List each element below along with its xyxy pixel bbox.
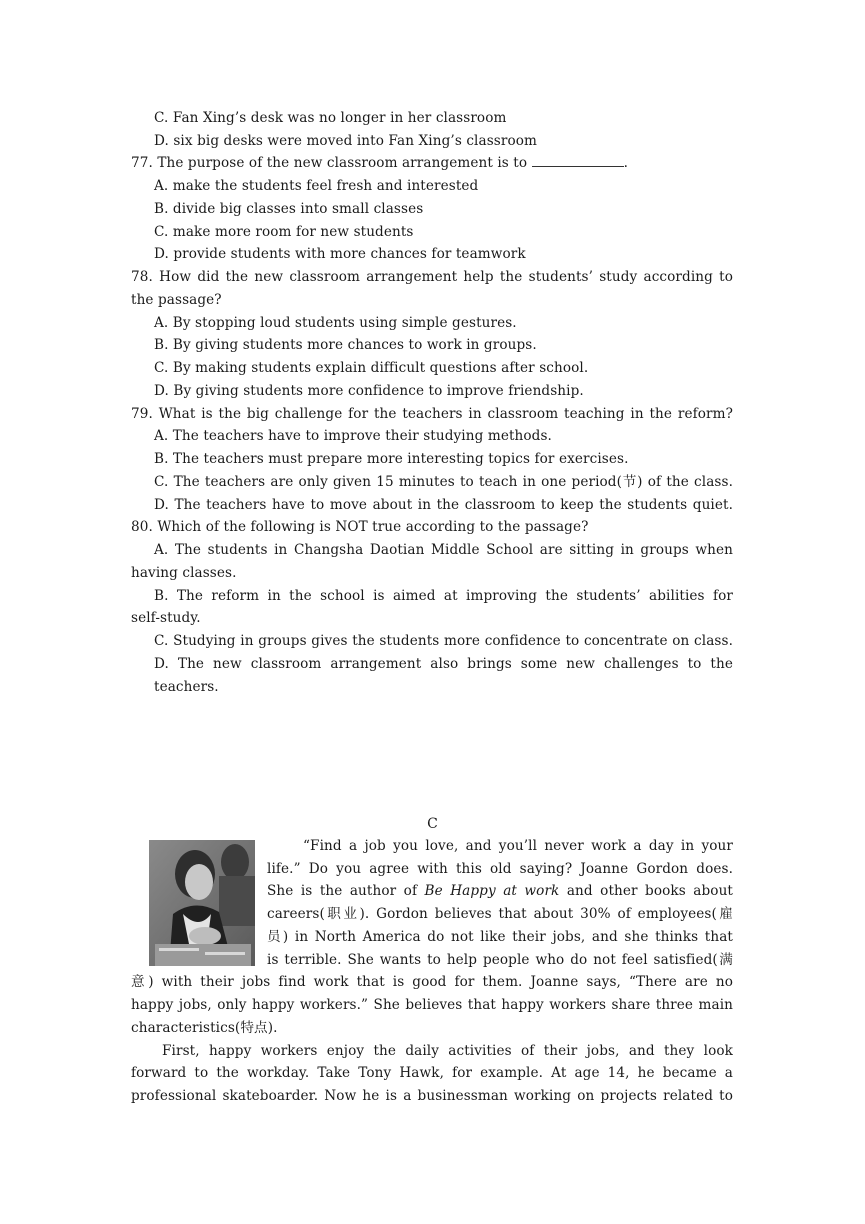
para2-line2: forward to the workday. Take Tony Hawk, for example. At age 14, he became a <box>131 1065 733 1081</box>
q79-option-c: C. The teachers are only given 15 minutes to teach in one period(节) of the class. <box>154 474 733 490</box>
para2-line1: First, happy workers enjoy the daily activities of their jobs, and they look <box>162 1043 733 1059</box>
q77-stem <box>131 152 733 175</box>
para1-line5: 员) in North America do not like their jobs, and she thinks that <box>267 929 733 945</box>
q77-option-c: C. make more room for new students <box>154 224 414 240</box>
para1-line3-a: She is the author of <box>267 883 418 899</box>
answer-blank <box>532 154 624 167</box>
q79-stem: 79. What is the big challenge for the teachers in classroom teaching in the reform? <box>131 406 733 422</box>
q78-stem-line2: the passage? <box>131 292 222 308</box>
book-title: Be Happy at work <box>424 883 560 899</box>
q77-stem-end: . <box>623 155 628 171</box>
q77-option-a: A. make the students feel fresh and interested <box>154 178 479 194</box>
q77-option-d: D. provide students with more chances for teamwork <box>154 246 526 262</box>
para1-line2: life.” Do you agree with this old saying? Joanne Gordon does. <box>267 861 733 877</box>
q79-option-a: A. The teachers have to improve their studying methods. <box>154 428 552 444</box>
q80-option-b-line2: self-study. <box>131 610 201 626</box>
q80-option-c: C. Studying in groups gives the students more confidence to concentrate on class. <box>154 633 733 649</box>
q80-option-a-line2: having classes. <box>131 565 237 581</box>
para1-line6: is terrible. She wants to help people who do not feel satisfied(满 <box>267 952 733 968</box>
q80-option-a-line1: A. The students in Changsha Daotian Middle School are sitting in groups when <box>154 542 733 558</box>
section-heading: C <box>427 816 438 832</box>
q78-option-d: D. By giving students more confidence to improve friendship. <box>154 383 584 399</box>
q80-option-d: D. The new classroom arrangement also brings some new challenges to the teachers. <box>154 656 733 695</box>
q80-stem: 80. Which of the following is NOT true according to the passage? <box>131 519 589 535</box>
q76-option-c: C. Fan Xing’s desk was no longer in her classroom <box>154 110 507 126</box>
para2-line3: professional skateboarder. Now he is a businessman working on projects related to <box>131 1088 733 1104</box>
q78-stem-line1: 78. How did the new classroom arrangement help the students’ study according to <box>131 269 733 285</box>
q76-option-d: D. six big desks were moved into Fan Xing’s classroom <box>154 133 537 149</box>
para1-line1: “Find a job you love, and you’ll never work a day in your <box>303 838 733 854</box>
para1-line3 <box>267 880 733 903</box>
para1-line4: careers(职业). Gordon believes that about 30% of employees(雇 <box>267 906 733 922</box>
q79-option-b: B. The teachers must prepare more interesting topics for exercises. <box>154 451 629 467</box>
para1-line7: 意) with their jobs find work that is good for them. Joanne says, “There are no <box>131 974 733 990</box>
q79-option-d: D. The teachers have to move about in the classroom to keep the students quiet. <box>154 497 733 513</box>
q77-stem-text: 77. The purpose of the new classroom arrangement is to <box>131 155 528 171</box>
q80-option-b-line1: B. The reform in the school is aimed at improving the students’ abilities for <box>154 588 733 604</box>
q77-option-b: B. divide big classes into small classes <box>154 201 424 217</box>
author-photo <box>149 840 255 966</box>
q78-option-a: A. By stopping loud students using simple gestures. <box>154 315 517 331</box>
q78-option-b: B. By giving students more chances to work in groups. <box>154 337 537 353</box>
q78-option-c: C. By making students explain difficult questions after school. <box>154 360 589 376</box>
para1-line3-b: and other books about <box>566 883 733 899</box>
para1-line8: happy jobs, only happy workers.” She believes that happy workers share three main <box>131 997 733 1013</box>
para1-line9: characteristics(特点). <box>131 1020 278 1036</box>
